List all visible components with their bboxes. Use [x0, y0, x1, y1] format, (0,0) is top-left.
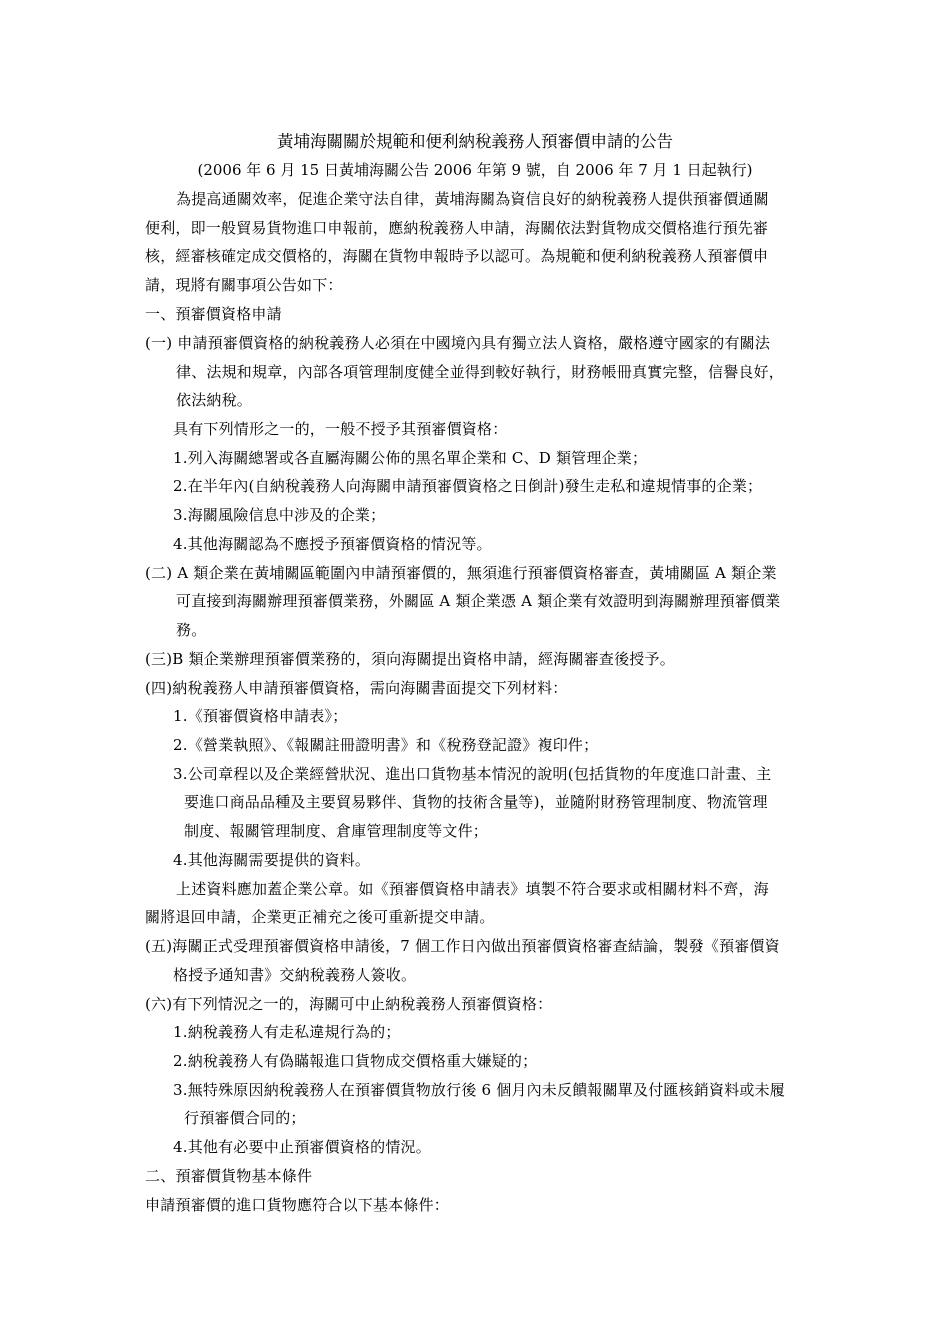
list-item: 1.《預審價資格申請表》； — [173, 707, 348, 725]
list-item: 3.無特殊原因納稅義務人在預審價貨物放行後 6 個月內未反饋報關單及付匯核銷資料或未履 — [173, 1081, 785, 1099]
item-line: (一) 申請預審價資格的納稅義務人必須在中國境內具有獨立法人資格，嚴格遵守國家的有關法 — [145, 334, 771, 352]
list-item: 4.其他海關需要提供的資料。 — [173, 851, 371, 869]
item-line: 格授予通知書》交納稅義務人簽收。 — [173, 966, 417, 984]
list-item: 2.納稅義務人有偽瞞報進口貨物成交價格重大嫌疑的； — [173, 1052, 538, 1070]
list-item: 2.《營業執照》、《報關註冊證明書》和《稅務登記證》複印件； — [173, 736, 599, 754]
section-lead: 申請預審價的進口貨物應符合以下基本條件： — [145, 1196, 450, 1214]
item-line: 可直接到海關辦理預審價業務，外關區 A 類企業憑 A 類企業有效證明到海關辦理預審價業 — [176, 592, 781, 610]
item-line: 律、法規和規章，內部各項管理制度健全並得到較好執行，財務帳冊真實完整，信譽良好， — [176, 363, 785, 381]
list-item: 1.納稅義務人有走私違規行為的； — [173, 1023, 401, 1041]
list-item: 4.其他有必要中止預審價資格的情況。 — [173, 1138, 431, 1156]
list-item: 4.其他海關認為不應授予預審價資格的情況等。 — [173, 535, 492, 553]
list-item: 要進口商品品種及主要貿易夥伴、貨物的技術含量等)，並隨附財務管理制度、物流管理 — [184, 793, 768, 811]
document-subtitle: (2006 年 6 月 15 日黃埔海關公告 2006 年第 9 號，自 2006 年 7 月 1 日起執行) — [197, 161, 753, 179]
section-heading: 二、預審價貨物基本條件 — [145, 1167, 313, 1185]
list-item: 2.在半年內(自納稅義務人向海關申請預審價資格之日倒計)發生走私和違規情事的企業； — [173, 477, 763, 495]
item-line: (二) A 類企業在黃埔關區範圍內申請預審價的，無須進行預審價資格審查，黃埔關區 A 類企業 — [145, 564, 777, 582]
intro-line: 請，現將有關事項公告如下： — [145, 276, 343, 294]
document-title: 黃埔海關關於規範和便利納稅義務人預審價申請的公告 — [277, 132, 673, 151]
exclusion-lead: 具有下列情形之一的，一般不授予其預審價資格： — [173, 420, 508, 438]
item-line: (四)納稅義務人申請預審價資格，需向海關書面提交下列材料： — [145, 679, 568, 697]
item-line: 務。 — [176, 621, 207, 639]
intro-line: 便利，即一般貿易貨物進口申報前，應納稅義務人申請，海關依法對貨物成交價格進行預先審 — [145, 219, 769, 237]
list-item: 3.海關風險信息中涉及的企業； — [173, 506, 386, 524]
section-heading: 一、預審價資格申請 — [145, 305, 282, 323]
item-line: (六)有下列情況之一的，海關可中止納稅義務人預審價資格： — [145, 995, 553, 1013]
intro-line: 核，經審核確定成交價格的，海關在貨物申報時予以認可。為規範和便利納稅義務人預審價申 — [145, 247, 769, 265]
list-item: 1.列入海關總署或各直屬海關公佈的黑名單企業和 C、D 類管理企業； — [173, 449, 648, 467]
intro-line: 為提高通關效率，促進企業守法自律，黃埔海關為資信良好的納稅義務人提供預審價通關 — [176, 190, 769, 208]
list-item: 制度、報關管理制度、倉庫管理制度等文件； — [184, 822, 489, 840]
note-line: 關將退回申請，企業更正補充之後可重新提交申請。 — [145, 908, 495, 926]
list-item: 行預審價合同的； — [184, 1109, 306, 1127]
list-item: 3.公司章程以及企業經營狀況、進出口貨物基本情況的說明(包括貨物的年度進口計畫、主 — [173, 765, 772, 783]
item-line: (五)海關正式受理預審價資格申請後，7 個工作日內做出預審價資格審查結論，製發《預審價資 — [145, 937, 780, 955]
item-line: (三)B 類企業辦理預審價業務的，須向海關提出資格申請，經海關審查後授予。 — [145, 650, 675, 668]
note-line: 上述資料應加蓋企業公章。如《預審價資格申請表》填製不符合要求或相關材料不齊，海 — [176, 880, 769, 898]
item-line: 依法納稅。 — [176, 391, 253, 409]
